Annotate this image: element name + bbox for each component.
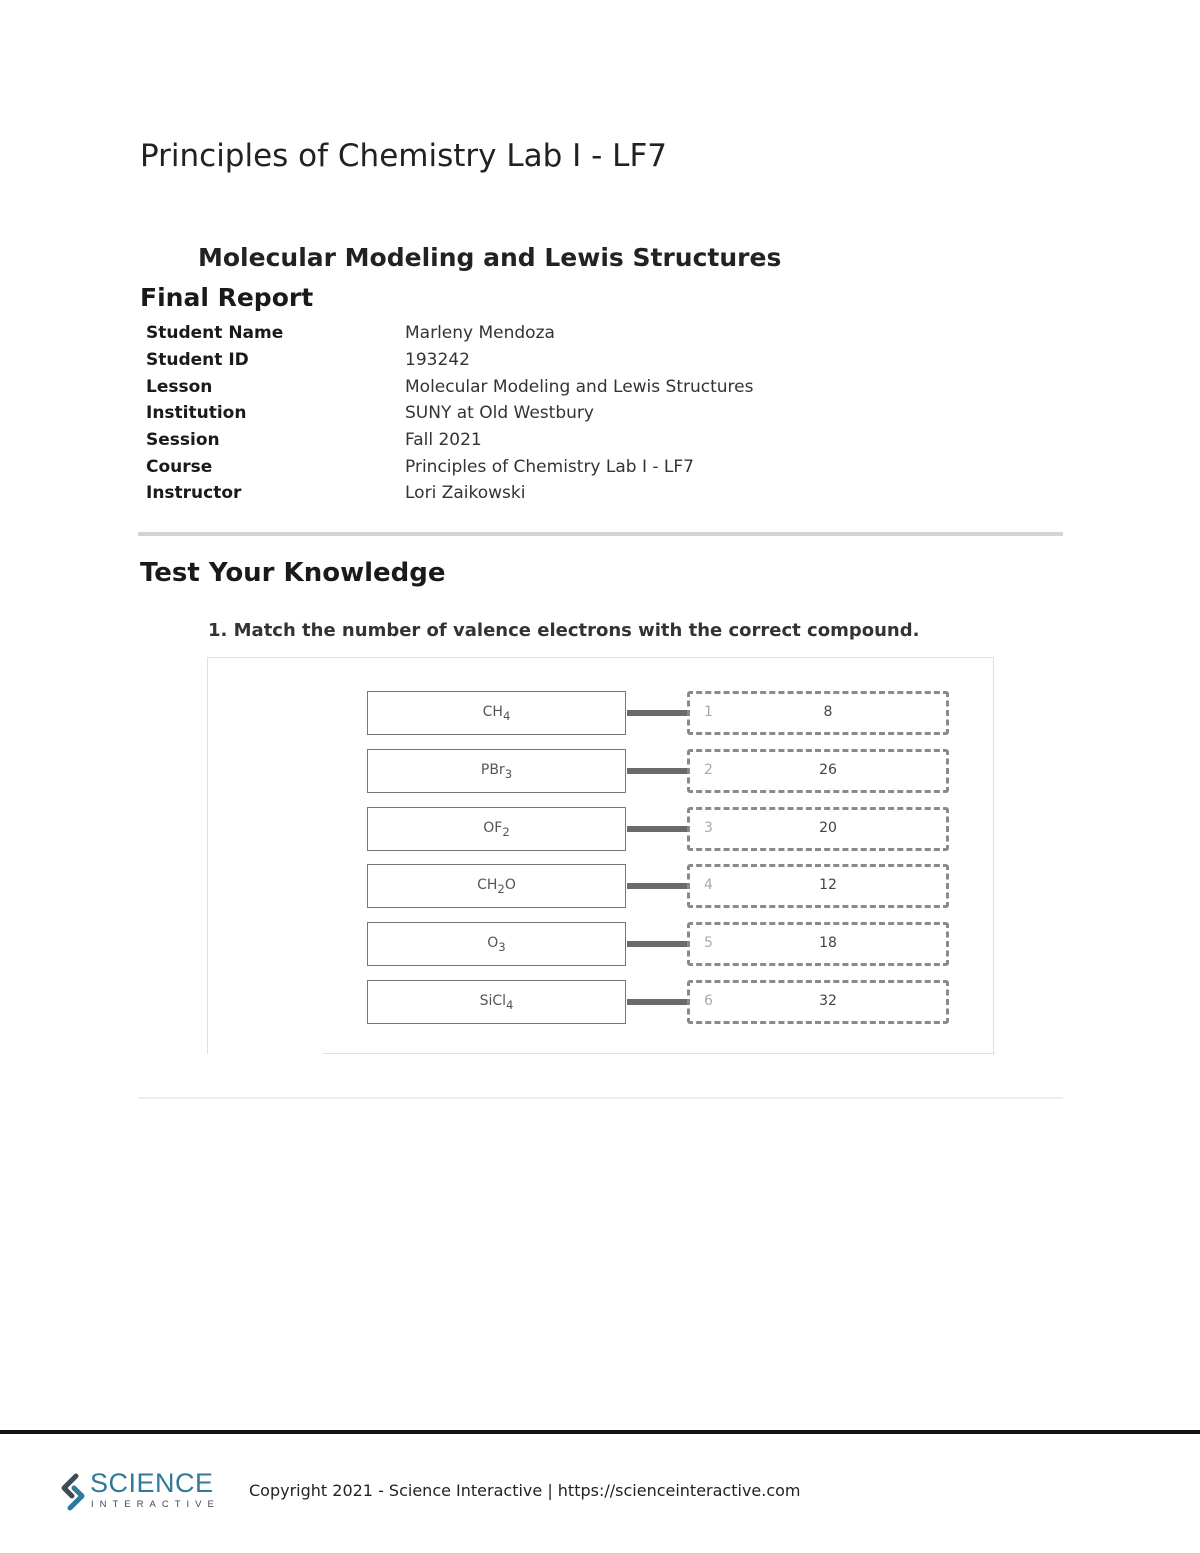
info-label: Course bbox=[146, 456, 213, 477]
match-row bbox=[367, 980, 949, 1025]
match-connector bbox=[627, 999, 687, 1005]
info-label: Instructor bbox=[146, 483, 242, 504]
logo-subtitle: INTERACTIVE bbox=[91, 1499, 220, 1510]
match-connector bbox=[627, 710, 687, 716]
info-row-student-id bbox=[146, 347, 753, 374]
section-divider bbox=[138, 532, 1063, 536]
info-value: 193242 bbox=[405, 350, 470, 371]
answer-drop-zone[interactable] bbox=[687, 807, 949, 851]
match-connector bbox=[627, 941, 687, 947]
compound-formula: $CH_4$ bbox=[482, 703, 511, 723]
compound-box[interactable] bbox=[367, 922, 626, 966]
compound-box[interactable] bbox=[367, 864, 626, 908]
match-row bbox=[367, 691, 949, 736]
science-interactive-logo bbox=[58, 1468, 218, 1518]
answer-value: 8 bbox=[823, 704, 833, 720]
info-row-student-name bbox=[146, 320, 753, 347]
info-value: Lori Zaikowski bbox=[405, 483, 526, 504]
info-label: Student ID bbox=[146, 350, 249, 371]
info-value: Marleny Mendoza bbox=[405, 323, 555, 344]
answer-number: 3 bbox=[704, 820, 713, 836]
info-value: Fall 2021 bbox=[405, 430, 482, 451]
info-label: Lesson bbox=[146, 376, 213, 397]
match-row bbox=[367, 807, 949, 852]
final-report-heading: Final Report bbox=[140, 283, 314, 312]
question-text: 1. Match the number of valence electrons with the correct compound. bbox=[208, 620, 920, 641]
answer-value: 12 bbox=[819, 877, 837, 893]
answer-drop-zone[interactable] bbox=[687, 864, 949, 908]
compound-formula: SiCl$_4$ bbox=[479, 992, 514, 1012]
student-info-table bbox=[146, 320, 753, 507]
match-row bbox=[367, 864, 949, 909]
answer-drop-zone[interactable] bbox=[687, 749, 949, 793]
info-label: Session bbox=[146, 430, 220, 451]
info-label: Student Name bbox=[146, 323, 284, 344]
info-row-lesson bbox=[146, 373, 753, 400]
copyright-text: Copyright 2021 - Science Interactive | https://scienceinteractive.com bbox=[249, 1481, 801, 1500]
compound-box[interactable] bbox=[367, 807, 626, 851]
footer-divider bbox=[0, 1430, 1200, 1434]
answer-value: 18 bbox=[819, 935, 837, 951]
answer-drop-zone[interactable] bbox=[687, 980, 949, 1024]
page-title: Principles of Chemistry Lab I - LF7 bbox=[140, 138, 667, 174]
logo-mark-icon bbox=[58, 1472, 88, 1512]
section-title: Test Your Knowledge bbox=[140, 558, 446, 588]
frame-bottom-line bbox=[323, 1053, 995, 1054]
match-row bbox=[367, 922, 949, 967]
answer-value: 26 bbox=[819, 762, 837, 778]
answer-value: 32 bbox=[819, 993, 837, 1009]
answer-number: 5 bbox=[704, 935, 713, 951]
info-row-institution bbox=[146, 400, 753, 427]
lesson-heading: Molecular Modeling and Lewis Structures bbox=[198, 243, 782, 272]
answer-drop-zone[interactable] bbox=[687, 691, 949, 735]
info-row-course bbox=[146, 453, 753, 480]
info-row-instructor bbox=[146, 480, 753, 507]
compound-box[interactable] bbox=[367, 980, 626, 1024]
answer-drop-zone[interactable] bbox=[687, 922, 949, 966]
info-label: Institution bbox=[146, 403, 247, 424]
answer-number: 4 bbox=[704, 877, 713, 893]
info-row-session bbox=[146, 427, 753, 454]
info-value: Principles of Chemistry Lab I - LF7 bbox=[405, 456, 694, 477]
match-row bbox=[367, 749, 949, 794]
answer-number: 1 bbox=[704, 704, 713, 720]
answer-number: 6 bbox=[704, 993, 713, 1009]
compound-formula: $O_3$ bbox=[487, 934, 506, 954]
compound-box[interactable] bbox=[367, 691, 626, 735]
section-end-divider bbox=[138, 1097, 1063, 1099]
info-value: SUNY at Old Westbury bbox=[405, 403, 594, 424]
compound-formula: $CH_2O$ bbox=[477, 876, 516, 896]
answer-number: 2 bbox=[704, 762, 713, 778]
match-connector bbox=[627, 768, 687, 774]
logo-wordmark: SCIENCE bbox=[90, 1468, 214, 1498]
compound-box[interactable] bbox=[367, 749, 626, 793]
compound-formula: $OF_2$ bbox=[483, 819, 510, 839]
info-value: Molecular Modeling and Lewis Structures bbox=[405, 376, 754, 397]
match-connector bbox=[627, 883, 687, 889]
answer-value: 20 bbox=[819, 820, 837, 836]
compound-formula: PBr$_3$ bbox=[480, 761, 513, 781]
match-connector bbox=[627, 826, 687, 832]
